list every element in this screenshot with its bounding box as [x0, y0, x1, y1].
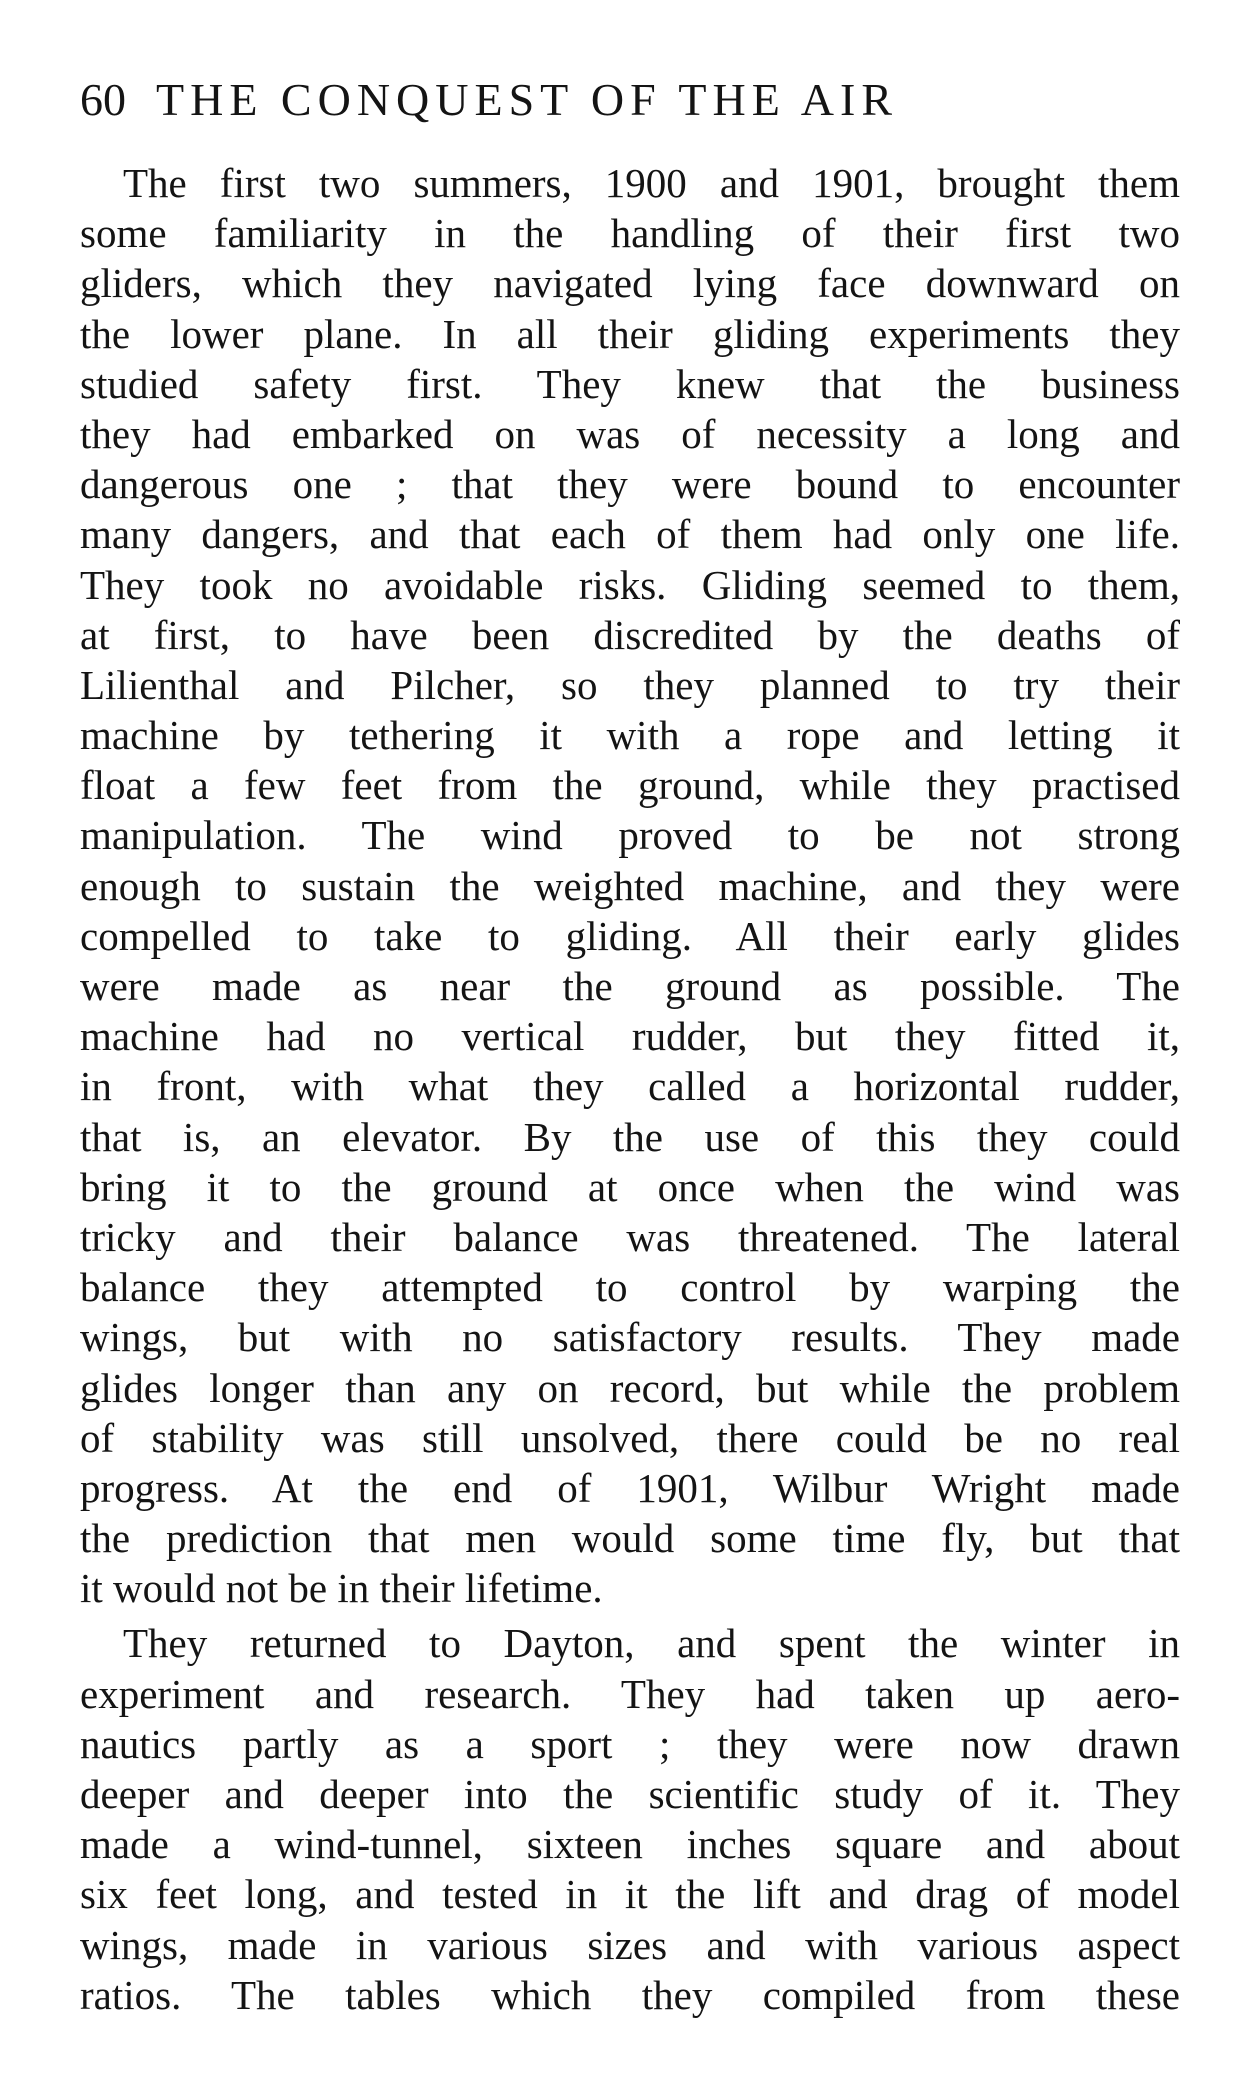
text-line: They took no avoidable risks. Gliding seemed to them,: [80, 561, 1180, 608]
text-line: float a few feet from the ground, while they practised: [80, 762, 1180, 809]
text-line: machine had no vertical rudder, but they fitted it,: [80, 1013, 1180, 1060]
text-line: machine by tethering it with a rope and letting it: [80, 712, 1180, 759]
text-line: the prediction that men would some time fly, but that: [80, 1515, 1180, 1562]
text-line: wings, made in various sizes and with various aspect: [80, 1921, 1180, 1968]
text-line: bring it to the ground at once when the wind was: [80, 1163, 1180, 1210]
text-line: six feet long, and tested in it the lift and drag of model: [80, 1871, 1180, 1918]
text-line: many dangers, and that each of them had only one life.: [80, 511, 1180, 558]
text-line: they had embarked on was of necessity a long and: [80, 410, 1180, 457]
text-line: The first two summers, 1900 and 1901, brought them: [123, 160, 1180, 206]
text-line: manipulation. The wind proved to be not strong: [80, 812, 1180, 859]
page-number: 60: [80, 74, 126, 125]
text-line: that is, an elevator. By the use of this they could: [80, 1113, 1180, 1160]
text-line: in front, with what they called a horizontal rudder,: [80, 1063, 1180, 1110]
text-line: dangerous one ; that they were bound to encounter: [80, 461, 1180, 508]
text-line: balance they attempted to control by warping the: [80, 1264, 1180, 1311]
text-line: wings, but with no satisfactory results. They made: [80, 1314, 1180, 1361]
body-text: [80, 158, 1180, 2020]
text-line: were made as near the ground as possible. The: [80, 963, 1180, 1009]
text-line: ratios. The tables which they compiled from these: [80, 1971, 1180, 2018]
paragraph-1: [80, 158, 1180, 1613]
running-head: [80, 70, 1180, 130]
text-line: Lilienthal and Pilcher, so they planned to try their: [80, 661, 1180, 708]
text-line: gliders, which they navigated lying face downward on: [80, 260, 1180, 307]
text-line: They returned to Dayton, and spent the winter in: [123, 1620, 1180, 1667]
text-line: progress. At the end of 1901, Wilbur Wright made: [80, 1464, 1180, 1511]
text-line: deeper and deeper into the scientific study of it. They: [80, 1771, 1180, 1817]
text-line: nautics partly as a sport ; they were now drawn: [80, 1720, 1180, 1767]
running-title: THE CONQUEST OF THE AIR: [156, 74, 898, 125]
text-line: tricky and their balance was threatened. The lateral: [80, 1213, 1180, 1260]
text-line: it would not be in their lifetime.: [80, 1565, 603, 1612]
paragraph-2: [80, 1618, 1180, 2020]
text-line: of stability was still unsolved, there could be no real: [80, 1414, 1180, 1461]
text-line: the lower plane. In all their gliding experiments they: [80, 310, 1180, 357]
text-line: enough to sustain the weighted machine, and they were: [80, 862, 1180, 909]
text-line: experiment and research. They had taken up aero-: [80, 1670, 1180, 1717]
text-line: made a wind-tunnel, sixteen inches square and about: [80, 1821, 1180, 1868]
text-line: compelled to take to gliding. All their early glides: [80, 912, 1180, 959]
text-line: some familiarity in the handling of their first two: [80, 210, 1180, 257]
text-line: studied safety first. They knew that the business: [80, 360, 1180, 407]
text-line: glides longer than any on record, but while the problem: [80, 1364, 1180, 1411]
text-line: at first, to have been discredited by the deaths of: [80, 611, 1180, 658]
